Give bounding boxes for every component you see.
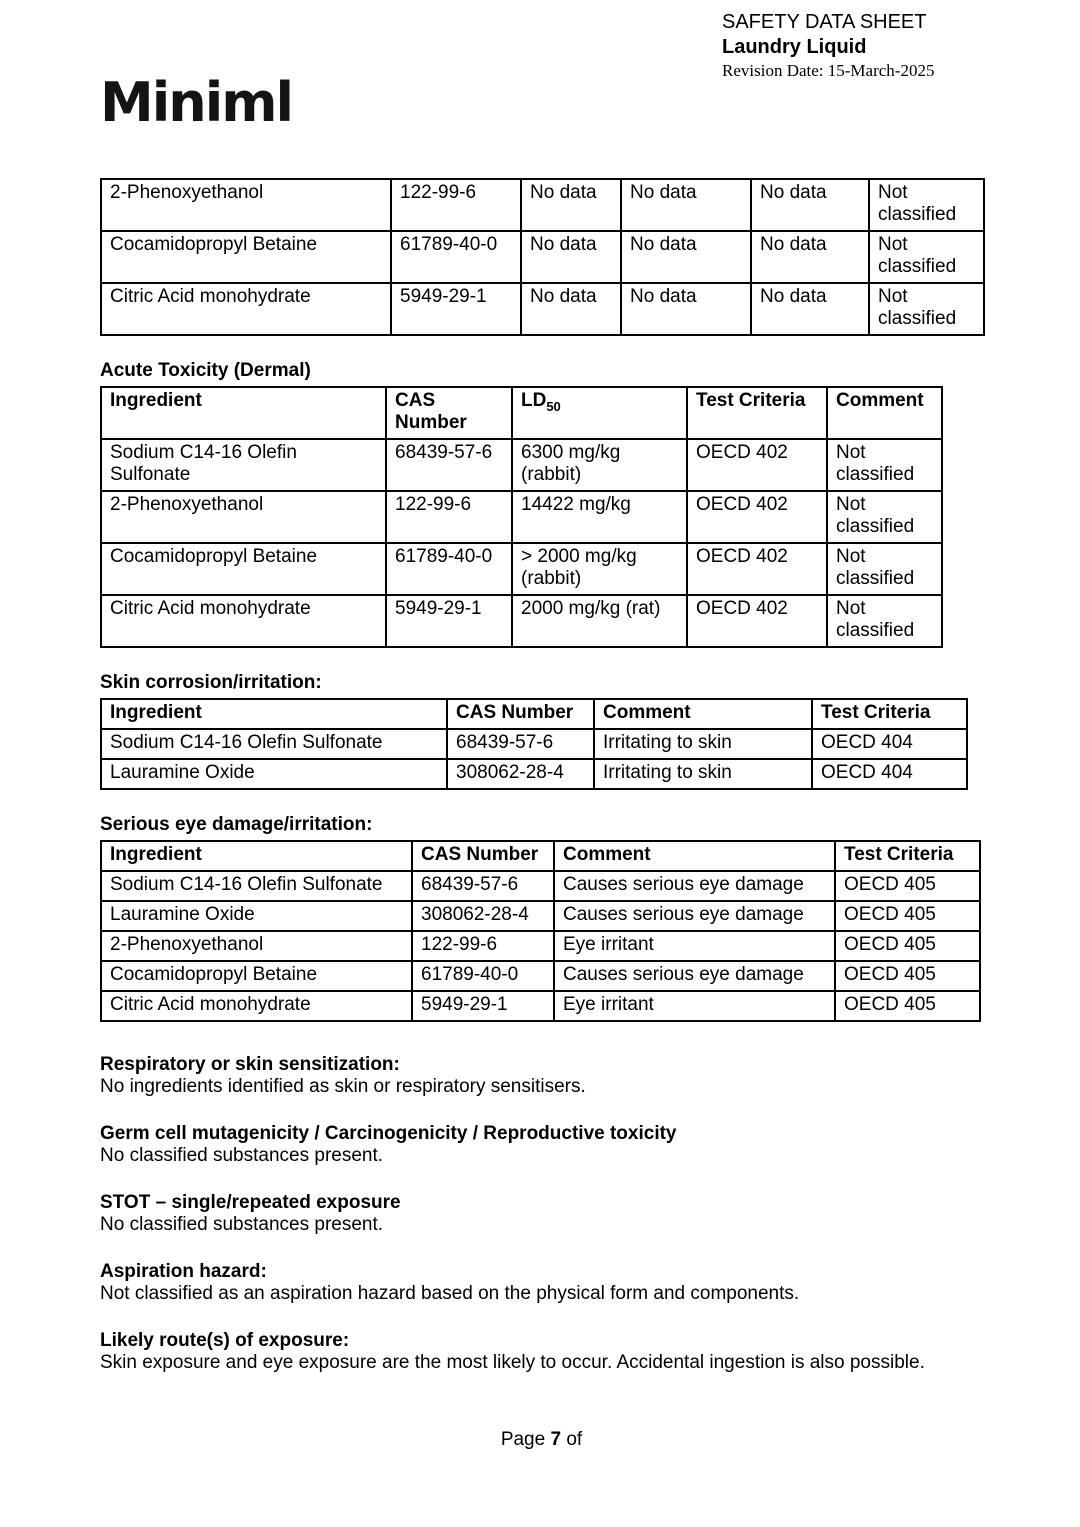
table-cell: Causes serious eye damage (554, 871, 835, 901)
section-body: Skin exposure and eye exposure are the most likely to occur. Accidental ingestion is also possible. (100, 1352, 925, 1373)
table-cell: OECD 402 (687, 543, 827, 595)
column-header-test-criteria: Test Criteria (835, 841, 980, 871)
column-header-test-criteria: Test Criteria (812, 699, 967, 729)
table-header-row (101, 699, 967, 729)
table-cell: OECD 405 (835, 991, 980, 1021)
table-row (101, 871, 980, 901)
section-respiratory-skin-sensitization (100, 1054, 983, 1098)
table-cell: 6300 mg/kg (rabbit) (512, 439, 687, 491)
column-header-cas-number: CAS Number (412, 841, 554, 871)
table-cell: Lauramine Oxide (101, 759, 447, 789)
table-cell: Cocamidopropyl Betaine (101, 543, 386, 595)
table-cell: 5949-29-1 (386, 595, 512, 647)
table-cell: No data (751, 231, 869, 283)
table-row (101, 283, 984, 335)
section-mutagenicity-carcinogenicity (100, 1123, 983, 1167)
table-cell: Lauramine Oxide (101, 901, 412, 931)
table-cell: Eye irritant (554, 991, 835, 1021)
section-aspiration-hazard (100, 1261, 983, 1305)
document-type-title: SAFETY DATA SHEET (722, 11, 927, 33)
header-title-block (722, 10, 934, 82)
table-cell: Sodium C14-16 Olefin Sulfonate (101, 439, 386, 491)
table-cell: No data (621, 179, 751, 231)
page-number: 7 (550, 1429, 562, 1450)
column-header-comment: Comment (827, 387, 942, 439)
table-cell: 14422 mg/kg (512, 491, 687, 543)
revision-date: Revision Date: 15-March-2025 (722, 61, 935, 80)
column-header-ingredient: Ingredient (101, 387, 386, 439)
table-cell: 61789-40-0 (412, 961, 554, 991)
table-cell: > 2000 mg/kg (rabbit) (512, 543, 687, 595)
table-cell: Causes serious eye damage (554, 961, 835, 991)
table-cell: Causes serious eye damage (554, 901, 835, 931)
column-header-comment: Comment (594, 699, 812, 729)
table-cell: Not classified (827, 491, 942, 543)
column-header-ingredient: Ingredient (101, 699, 447, 729)
table-cell: 308062-28-4 (412, 901, 554, 931)
table-cell: No data (521, 231, 621, 283)
table-cell: 2-Phenoxyethanol (101, 491, 386, 543)
table-row (101, 901, 980, 931)
table-cell: 122-99-6 (391, 179, 521, 231)
table-row (101, 759, 967, 789)
table-cell: No data (521, 283, 621, 335)
table-cell: No data (751, 283, 869, 335)
table-cell: 61789-40-0 (386, 543, 512, 595)
table-cell: Not classified (869, 179, 984, 231)
table-cell: OECD 402 (687, 595, 827, 647)
table-row (101, 491, 942, 543)
column-header-cas-number: CAS Number (447, 699, 594, 729)
eye-damage-heading: Serious eye damage/irritation: (100, 814, 373, 835)
table-cell: Citric Acid monohydrate (101, 991, 412, 1021)
table-cell: Citric Acid monohydrate (101, 595, 386, 647)
section-heading: Germ cell mutagenicity / Carcinogenicity / Reproductive toxicity (100, 1123, 677, 1144)
table-cell: Cocamidopropyl Betaine (101, 231, 391, 283)
column-header-ingredient: Ingredient (101, 841, 412, 871)
product-name: Laundry Liquid (722, 36, 867, 58)
table-cell: Irritating to skin (594, 759, 812, 789)
table-cell: Not classified (827, 543, 942, 595)
table-cell: 5949-29-1 (391, 283, 521, 335)
table-cell: OECD 405 (835, 961, 980, 991)
table-cell: 61789-40-0 (391, 231, 521, 283)
table-cell: Sodium C14-16 Olefin Sulfonate (101, 729, 447, 759)
column-header-test-criteria: Test Criteria (687, 387, 827, 439)
table-cell: Not classified (869, 231, 984, 283)
table-cell: 2-Phenoxyethanol (101, 179, 391, 231)
section-stot-exposure (100, 1192, 983, 1236)
table-cell: 2-Phenoxyethanol (101, 931, 412, 961)
acute-toxicity-dermal-table (100, 386, 943, 648)
table-cell: Not classified (827, 595, 942, 647)
table-cell: No data (621, 231, 751, 283)
table-cell: Citric Acid monohydrate (101, 283, 391, 335)
table-cell: Cocamidopropyl Betaine (101, 961, 412, 991)
table-cell: Eye irritant (554, 931, 835, 961)
skin-corrosion-table (100, 698, 968, 790)
table-header-row (101, 841, 980, 871)
table-row (101, 931, 980, 961)
table-cell: 122-99-6 (412, 931, 554, 961)
table-row (101, 991, 980, 1021)
table-cell: OECD 405 (835, 931, 980, 961)
table-cell: 308062-28-4 (447, 759, 594, 789)
section-body: No classified substances present. (100, 1145, 384, 1166)
miniml-logo: Miniml (100, 71, 292, 134)
table-row (101, 729, 967, 759)
table-cell: Sodium C14-16 Olefin Sulfonate (101, 871, 412, 901)
section-likely-routes-exposure (100, 1330, 983, 1374)
table-cell: No data (521, 179, 621, 231)
table-cell: Not classified (827, 439, 942, 491)
table-cell: OECD 402 (687, 491, 827, 543)
table-cell: 122-99-6 (386, 491, 512, 543)
table-cell: No data (621, 283, 751, 335)
table-cell: 68439-57-6 (447, 729, 594, 759)
table-cell: 68439-57-6 (412, 871, 554, 901)
table-cell: 2000 mg/kg (rat) (512, 595, 687, 647)
column-header-comment: Comment (554, 841, 835, 871)
table-row (101, 961, 980, 991)
table-cell: OECD 404 (812, 729, 967, 759)
section-heading: Aspiration hazard: (100, 1261, 267, 1282)
section-body: Not classified as an aspiration hazard based on the physical form and components. (100, 1283, 800, 1304)
table-cell: OECD 402 (687, 439, 827, 491)
table-row (101, 595, 942, 647)
table-row (101, 439, 942, 491)
eye-damage-table (100, 840, 981, 1022)
document-header (100, 0, 983, 178)
section-body: No classified substances present. (100, 1214, 384, 1235)
column-header-cas-number: CAS Number (386, 387, 512, 439)
table-header-row (101, 387, 942, 439)
page-label-prefix: Page (500, 1429, 546, 1450)
table-cell: OECD 405 (835, 901, 980, 931)
table-cell: OECD 404 (812, 759, 967, 789)
page-label-suffix: of (566, 1429, 583, 1450)
table-cell: OECD 405 (835, 871, 980, 901)
section-heading: Respiratory or skin sensitization: (100, 1054, 400, 1075)
section-body: No ingredients identified as skin or respiratory sensitisers. (100, 1076, 586, 1097)
acute-toxicity-dermal-heading: Acute Toxicity (Dermal) (100, 360, 311, 381)
table-cell: Not classified (869, 283, 984, 335)
acute-toxicity-continuation-table (100, 178, 985, 336)
skin-corrosion-heading: Skin corrosion/irritation: (100, 672, 322, 693)
page-footer (100, 1429, 983, 1451)
table-row (101, 179, 984, 231)
table-cell: No data (751, 179, 869, 231)
table-row (101, 231, 984, 283)
section-heading: Likely route(s) of exposure: (100, 1330, 350, 1351)
section-heading: STOT – single/repeated exposure (100, 1192, 401, 1213)
table-row (101, 543, 942, 595)
table-cell: 5949-29-1 (412, 991, 554, 1021)
table-cell: 68439-57-6 (386, 439, 512, 491)
table-cell: Irritating to skin (594, 729, 812, 759)
column-header-ld50: $LD_{50}$ (512, 387, 687, 439)
